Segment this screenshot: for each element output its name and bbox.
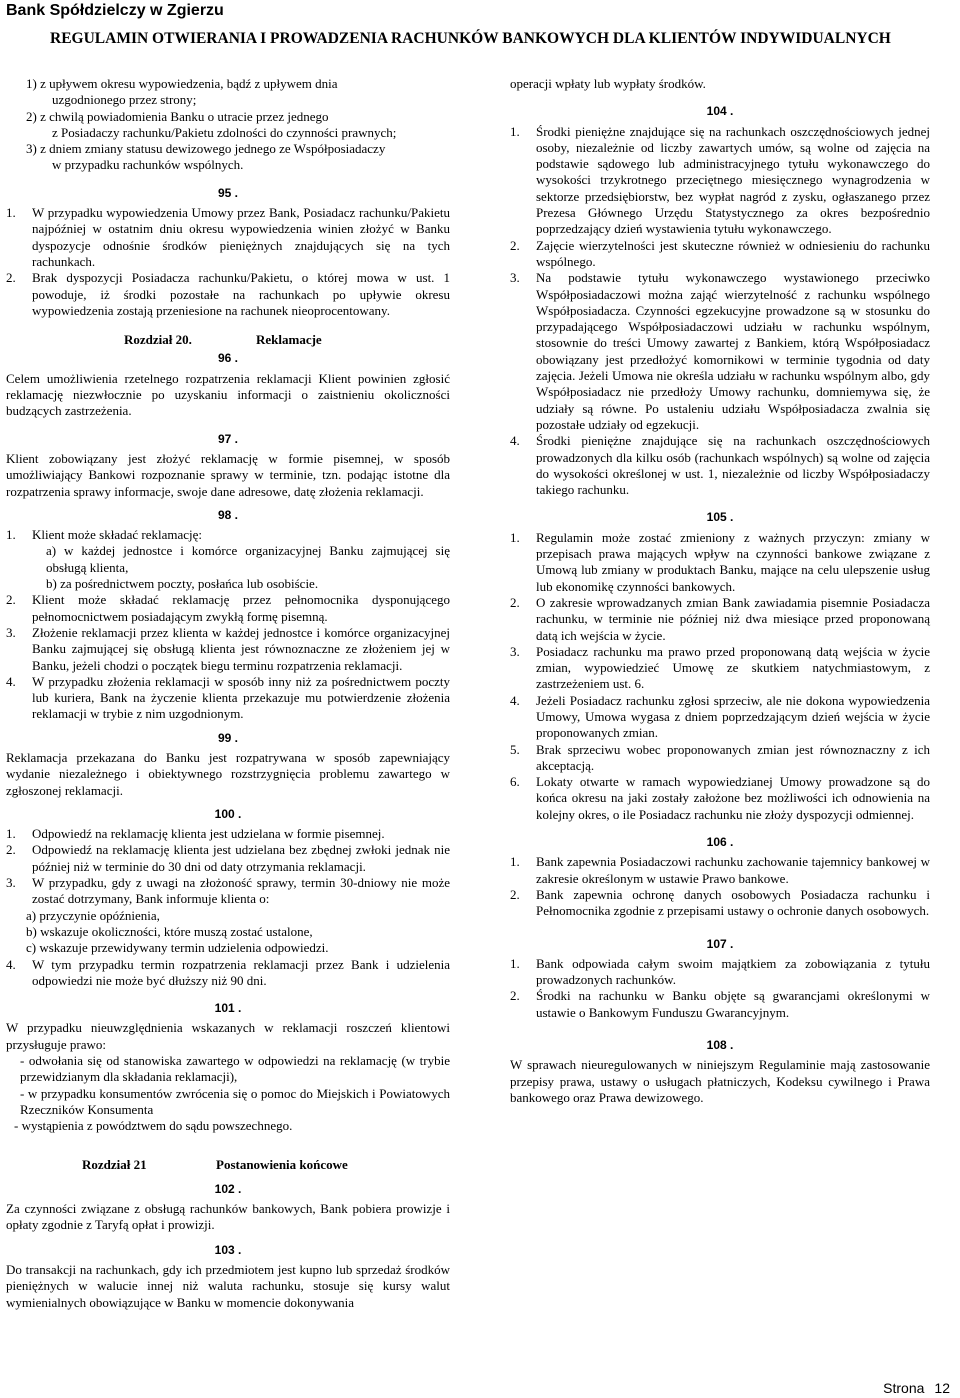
section-106-point-1 xyxy=(510,854,930,887)
section-106-point-2 xyxy=(510,887,930,920)
section-98-label: 98 . xyxy=(217,507,238,522)
point-number: 2. xyxy=(510,886,520,902)
section-95-label: 95 . xyxy=(217,185,238,200)
point-number: 2. xyxy=(6,592,16,608)
left-column xyxy=(6,76,450,1311)
chapter-number: Rozdział 21 xyxy=(82,1156,147,1172)
point-number: 6. xyxy=(510,774,520,790)
section-104-label: 104 . xyxy=(706,104,734,119)
section-105-point-6 xyxy=(510,774,930,823)
point-text: Środki pieniężne znajdujące się na rachunkach oszczędnościowych prowadzonych dla kilku osób (rachunkach wspólnych) są wolne od zajęcia do wysokości określonej w ust. 1, niezależnie od liczby Współposiadaczy takiego rachunku. xyxy=(536,433,930,498)
list-item: 3) z dniem zmiany statusu dewizowego jednego ze Współposiadaczy xyxy=(26,141,386,157)
point-number: 3. xyxy=(6,875,16,891)
termination-list xyxy=(6,76,450,174)
point-text: Odpowiedź na reklamację klienta jest udzielana bez zbędnej zwłoki jednak nie później niż w terminie do 30 dni od daty otrzymania reklamacji. xyxy=(32,842,450,874)
section-100-label: 100 . xyxy=(214,806,242,821)
point-number: 1. xyxy=(6,826,16,842)
document-title: REGULAMIN OTWIERANIA I PROWADZENIA RACHUNKÓW BANKOWYCH DLA KLIENTÓW INDYWIDUALNYCH xyxy=(50,30,891,47)
point-text: Bank odpowiada całym swoim majątkiem za zobowiązania z tytułu prowadzonych rachunków. xyxy=(536,955,930,988)
section-107-point-1 xyxy=(510,956,930,989)
section-96-text: Celem umożliwienia rzetelnego rozpatrzenia reklamacji Klient powinien zgłosić reklamację niezwłocznie po uzyskaniu informacji o zaistnieniu okoliczności budzących zastrzeżenia. xyxy=(6,370,450,419)
point-number: 1. xyxy=(510,854,520,870)
point-number: 1. xyxy=(6,205,16,221)
point-number: 2. xyxy=(510,594,520,610)
section-101-dash-1: - odwołania się od stanowiska zawartego w odpowiedzi na reklamację (w trybie przewidzianym dla składania reklamacji), xyxy=(20,1053,450,1085)
section-95-point-2 xyxy=(6,270,450,319)
point-text: Brak dyspozycji Posiadacza rachunku/Pakietu, o której mowa w ust. 1 powoduje, iż środki pozostałe na rachunkach po upływie okresu wypowiedzenia zostają przeniesione na rachunek nieoprocentowany. xyxy=(32,270,450,318)
list-item: w przypadku rachunków wspólnych. xyxy=(52,157,244,173)
point-text: Klient może składać reklamację przez pełnomocnika dysponującego pełnomocnictwem posiadającym zwykłą formę pisemną. xyxy=(32,592,450,624)
point-text: Zajęcie wierzytelności jest skuteczne również w odniesieniu do rachunku wspólnego. xyxy=(536,237,930,269)
point-number: 1. xyxy=(510,955,520,971)
section-105-point-3 xyxy=(510,644,930,693)
point-text: Regulamin może zostać zmieniony z ważnych przyczyn: zmiany w przepisach prawa mających wpływ na czynności bankowe związane z Umową lub zmiany w produktach Banku, mające na celu ulepszenie usług lub ekonomikę czynności bankowych. xyxy=(536,529,930,594)
section-98-point-3 xyxy=(6,625,450,674)
chapter-20-heading xyxy=(6,332,450,348)
point-number: 5. xyxy=(510,741,520,757)
section-107-point-2 xyxy=(510,988,930,1021)
point-text: Posiadacz rachunku ma prawo przed proponowaną datą wejścia w życie zmian, wypowiedzieć Umowę ze skutkiem natychmiastowym, z zastrzeżeniem ust. 6. xyxy=(536,643,930,692)
list-item: 2) z chwilą powiadomienia Banku o utracie przez jednego xyxy=(26,108,329,124)
section-101-text: W przypadku nieuwzględnienia wskazanych w reklamacji roszczeń klientowi przysługuje prawo: xyxy=(6,1020,450,1052)
point-text: Bank zapewnia ochronę danych osobowych Posiadacza rachunku i Pełnomocnika zgodnie z przepisami ustawy o ochronie danych osobowych. xyxy=(536,886,930,919)
point-text: Klient może składać reklamację: xyxy=(32,527,203,543)
page-number: 12 xyxy=(934,1380,950,1396)
section-106-label: 106 . xyxy=(706,835,734,850)
section-101-dash-2: - w przypadku konsumentów zwrócenia się o pomoc do Miejskich i Powiatowych Rzeczników Konsumenta xyxy=(20,1085,450,1117)
section-101-label: 101 . xyxy=(214,1001,242,1016)
point-number: 4. xyxy=(510,433,520,449)
section-100-point-3a: a) przyczynie opóźnienia, xyxy=(26,907,160,923)
list-item: z Posiadaczy rachunku/Pakietu zdolności do czynności prawnych; xyxy=(52,124,397,140)
point-number: 2. xyxy=(510,237,520,253)
chapter-name: Reklamacje xyxy=(256,332,322,348)
point-number: 2. xyxy=(510,988,520,1004)
section-97-text: Klient zobowiązany jest złożyć reklamację w formie pisemnej, w sposób umożliwiający Bankowi rozpoznanie sprawy w terminie, tzn. podając istotne dla rozpatrzenia sprawy informacje, swoje dane adresowe, datę złożenia reklamacji. xyxy=(6,450,450,499)
point-number: 2. xyxy=(6,270,16,286)
point-number: 1. xyxy=(6,527,16,543)
section-101-dash-3: - wystąpienia z powództwem do sądu powszechnego. xyxy=(14,1118,293,1134)
section-105-point-1 xyxy=(510,530,930,595)
section-98-point-1a: a) w każdej jednostce i komórce organizacyjnej Banku zajmującej się obsługą klienta, xyxy=(46,543,450,575)
section-105-point-4 xyxy=(510,693,930,742)
chapter-21-heading xyxy=(6,1157,450,1173)
section-99-label: 99 . xyxy=(217,730,238,745)
point-text: Środki na rachunku w Banku objęte są gwarancjami określonymi w ustawie o Bankowym Funduszu Gwarancyjnym. xyxy=(536,988,930,1020)
page-footer xyxy=(873,1380,950,1396)
section-102-text: Za czynności związane z obsługą rachunków bankowych, Bank pobiera prowizje i opłaty zgodnie z Taryfą opłat i prowizji. xyxy=(6,1201,450,1233)
point-number: 4. xyxy=(6,956,16,972)
list-item: 1) z upływem okresu wypowiedzenia, bądź z upływem dnia xyxy=(26,76,338,91)
point-text: Odpowiedź na reklamację klienta jest udzielana w formie pisemnej. xyxy=(32,826,385,842)
point-text: Złożenie reklamacji przez klienta w każdej jednostce i komórce organizacyjnej Banku zajmującej się obsługą klienta jest równoznaczne ze złożeniem jej w Banku, jeżeli chodzi o początek biegu terminu rozpatrzenia reklamacji. xyxy=(32,624,450,673)
point-number: 4. xyxy=(6,673,16,689)
page-label: Strona xyxy=(883,1380,925,1396)
point-number: 3. xyxy=(510,643,520,659)
section-96-label: 96 . xyxy=(217,351,238,366)
point-text: W przypadku wypowiedzenia Umowy przez Bank, Posiadacz rachunku/Pakietu najpóźniej w ostatnim dniu okresu wypowiedzenia winien złożyć w Banku dyspozycje odnośnie środków pieniężnych znajdujących się na tych rachunkach. xyxy=(32,205,450,269)
section-100-point-3c: c) wskazuje przewidywany termin udzielenia odpowiedzi. xyxy=(26,940,329,956)
section-104-point-4 xyxy=(510,433,930,498)
section-104-point-3 xyxy=(510,270,930,433)
point-text: W przypadku złożenia reklamacji w sposób inny niż za pośrednictwem poczty lub kuriera, Bank na życzenie klienta przekazuje mu potwierdzenie złożenia reklamacji w trybie z nim uzgodnionym. xyxy=(32,673,450,722)
chapter-number: Rozdział 20. xyxy=(124,332,192,348)
section-98-point-1b: b) za pośrednictwem poczty, posłańca lub osobiście. xyxy=(46,576,319,592)
section-104-point-1 xyxy=(510,124,930,238)
section-98-point-4 xyxy=(6,674,450,723)
bank-name: Bank Spółdzielczy w Zgierzu xyxy=(6,2,224,19)
section-95-point-1 xyxy=(6,205,450,270)
section-108-label: 108 . xyxy=(706,1038,734,1053)
section-100-point-4 xyxy=(6,957,450,990)
section-97-label: 97 . xyxy=(217,431,238,446)
point-text: Brak sprzeciwu wobec proponowanych zmian jest równoznaczny z ich akceptacją. xyxy=(536,741,930,773)
section-98-point-1 xyxy=(6,527,450,543)
point-number: 3. xyxy=(6,624,16,640)
chapter-name: Postanowienia końcowe xyxy=(216,1156,348,1172)
point-number: 1. xyxy=(510,529,520,545)
point-number: 3. xyxy=(510,270,520,286)
section-103-continuation: operacji wpłaty lub wypłaty środków. xyxy=(510,76,706,91)
section-100-point-3b: b) wskazuje okoliczności, które muszą zostać ustalone, xyxy=(26,923,313,939)
section-107-label: 107 . xyxy=(706,936,734,951)
section-108-text: W sprawach nieuregulowanych w niniejszym Regulaminie mają zastosowanie przepisy prawa, ustawy o usługach płatniczych, Kodeksu cywilnego i Prawa bankowego oraz Prawa dewizowego. xyxy=(510,1057,930,1105)
section-105-label: 105 . xyxy=(706,510,734,525)
point-text: W tym przypadku termin rozpatrzenia reklamacji przez Bank i udzielenia odpowiedzi nie może być dłuższy niż 90 dni. xyxy=(32,956,450,988)
point-text: Na podstawie tytułu wykonawczego wystawionego przeciwko Współposiadaczowi można zająć wierzytelność z rachunku wspólnego Współposiadacza. Czynności egzekucyjne prowadzone są w stosunku do przypadającego Współposiadaczowi udziału w rachunku wspólnym, stosownie do treści Umowy zawartej z Bankiem, którą Współposiadacz obowiązany jest przedłożyć komornikowi w terminie tygodnia od daty zajęcia. Jeżeli Umowa nie określa udziału w rachunku wspólnym albo, gdy Współposiadacz nie przedłoży Umowy rachunku, domniemywa się, że udziały są równe. Po ustaleniu udziału Współposiadacza zwalnia się pozostałe udziały od egzekucji. xyxy=(536,270,930,432)
section-100-point-1 xyxy=(6,826,450,842)
list-item: uzgodnionego przez strony; xyxy=(52,92,197,108)
section-105-point-2 xyxy=(510,595,930,644)
section-104-point-2 xyxy=(510,238,930,271)
section-103-text: Do transakcji na rachunkach, gdy ich przedmiotem jest kupno lub sprzedaż środków pieniężnych w walucie innej niż waluta rachunku, stosuje się kursy walut wymienialnych obowiązujące w Banku w momencie dokonywania xyxy=(6,1262,450,1310)
point-number: 1. xyxy=(510,123,520,139)
right-column xyxy=(510,76,930,1106)
section-105-point-5 xyxy=(510,742,930,775)
section-99-text: Reklamacja przekazana do Banku jest rozpatrywana w sposób zapewniający wydanie niezależnego i obiektywnego rozstrzygnięcia problemu zawartego w zgłoszonej reklamacji. xyxy=(6,749,450,798)
point-text: O zakresie wprowadzanych zmian Bank zawiadamia pisemnie Posiadacza rachunku, w terminie nie później niż dwa miesiące przed proponowaną datą ich wejścia w życie. xyxy=(536,594,930,643)
point-number: 2. xyxy=(6,842,16,858)
section-100-point-3 xyxy=(6,875,450,908)
point-number: 4. xyxy=(510,692,520,708)
section-103-label: 103 . xyxy=(214,1242,242,1257)
point-text: Bank zapewnia Posiadaczowi rachunku zachowanie tajemnicy bankowej w zakresie określonym w ustawie Prawo bankowe. xyxy=(536,854,930,886)
section-98-point-2 xyxy=(6,592,450,625)
section-102-label: 102 . xyxy=(214,1181,242,1196)
point-text: Lokaty otwarte w ramach wypowiedzianej Umowy prowadzone są do końca okresu na jaki zostały założone bez możliwości ich odnowienia na kolejny okres, o ile Posiadacz rachunku nie złoży dyspozycji odmiennej. xyxy=(536,774,930,822)
section-100-point-2 xyxy=(6,842,450,875)
point-text: W przypadku, gdy z uwagi na złożoność sprawy, termin 30-dniowy nie może zostać dotrzymany, Bank informuje klienta o: xyxy=(32,875,450,907)
point-text: Środki pieniężne znajdujące się na rachunkach oszczędnościowych jednej osoby, niezależnie od liczby zawartych umów, są wolne od zajęcia na podstawie sądowego lub administracyjnego tytułu wykonawczego do wysokości trzykrotnego przeciętnego miesięcznego wynagrodzenia w sektorze przedsiębiorstw, bez wypłat nagród z zysku, ogłaszanego przez Prezesa Głównego Urzędu Statystycznego za okres bezpośrednio poprzedzający dzień wystawienia tytułu wykonawczego. xyxy=(536,123,930,237)
point-text: Jeżeli Posiadacz rachunku zgłosi sprzeciw, ale nie dokona wypowiedzenia Umowy, Umowa wygasa z dniem poprzedzającym dzień wejścia w życie proponowanych zmian. xyxy=(536,692,930,741)
